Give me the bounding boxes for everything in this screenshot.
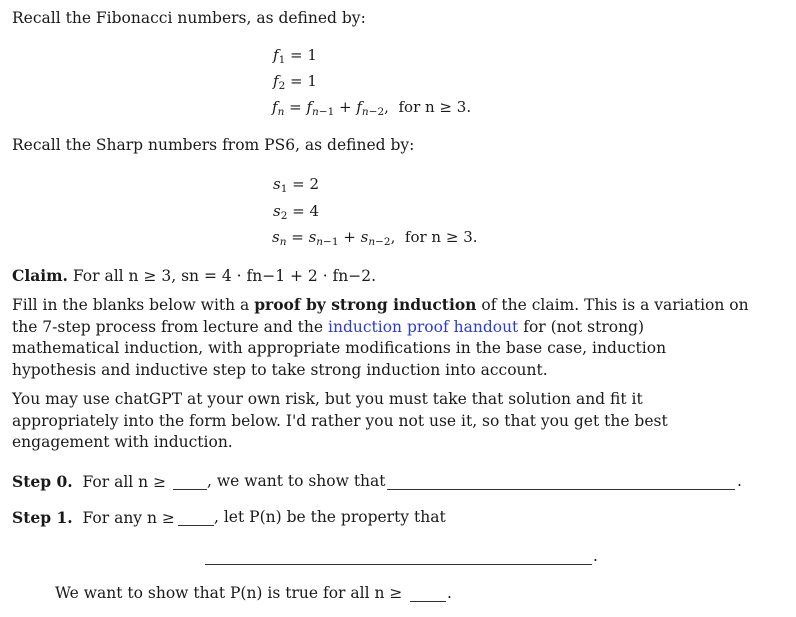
step-1 <box>12 508 175 527</box>
step-0-blank-n[interactable] <box>173 489 207 490</box>
step-1-label: Step 1. <box>12 508 73 527</box>
step-0-text-b: , we want to show that <box>207 472 386 490</box>
step-1-text-a: For any n ≥ <box>82 509 175 527</box>
intro-sharp: Recall the Sharp numbers from PS6, as defined by: <box>12 136 415 154</box>
fib-eq-1: $f_1 = 1$ <box>273 46 317 66</box>
sharp-eq-n-condition: for n ≥ 3. <box>404 228 478 246</box>
para1-bold: proof by strong induction <box>254 295 477 314</box>
fib-eq-2-value: = 1 <box>290 72 317 90</box>
para1-part1: Fill in the blanks below with a <box>12 296 255 314</box>
claim-label: Claim. <box>12 266 68 285</box>
sharp-eq-2-value: = 4 <box>292 202 320 220</box>
induction-handout-link[interactable]: induction proof handout <box>328 317 519 336</box>
sharp-eq-1-value: = 2 <box>292 175 320 193</box>
sharp-eq-1: $s_1 = 2$ <box>273 175 320 195</box>
para1-part3: for (not strong) mathematical induction, with appropriate modifications in the base case, induction hypothesis and inductive step to take strong induction into account. <box>12 317 667 379</box>
fib-eq-n-condition: for n ≥ 3. <box>398 98 472 116</box>
step-0 <box>12 472 166 491</box>
step-0-blank-goal[interactable] <box>387 489 735 490</box>
step-1-blank-n[interactable] <box>178 525 214 526</box>
fib-eq-n: $f_n = f_{n-1} + f_{n-2}$, for n ≥ 3. <box>272 98 472 118</box>
want-period: . <box>447 584 452 602</box>
chatgpt-paragraph: You may use chatGPT at your own risk, but you must take that solution and fit it appropriately into the form below. I'd rather you not use it, so that you get the best engagement with induction. <box>12 390 668 451</box>
step-0-period: . <box>737 472 742 490</box>
want-to-show: We want to show that P(n) is true for all n ≥ <box>55 584 403 602</box>
intro-fibonacci: Recall the Fibonacci numbers, as defined by: <box>12 9 366 27</box>
sharp-eq-n: $s_n = s_{n-1} + s_{n-2}$, for n ≥ 3. <box>272 228 478 248</box>
step-1-period: . <box>593 547 598 565</box>
fib-eq-2: $f_2 = 1$ <box>273 72 317 92</box>
claim <box>12 266 376 285</box>
instructions-paragraph <box>12 294 752 381</box>
step-0-label: Step 0. <box>12 472 73 491</box>
step-1-blank-property[interactable] <box>205 564 592 565</box>
step-1-text-b: , let P(n) be the property that <box>214 508 446 526</box>
want-blank-n[interactable] <box>410 601 446 602</box>
step-0-text-a: For all n ≥ <box>82 473 167 491</box>
para1-part2: of the claim. This is a variation on the 7-step process from lecture and the <box>12 296 749 336</box>
claim-text: For all n ≥ 3, sn = 4 · fn−1 + 2 · fn−2. <box>72 267 377 285</box>
fib-eq-1-value: = 1 <box>290 46 317 64</box>
sharp-eq-2: $s_2 = 4$ <box>273 202 320 222</box>
